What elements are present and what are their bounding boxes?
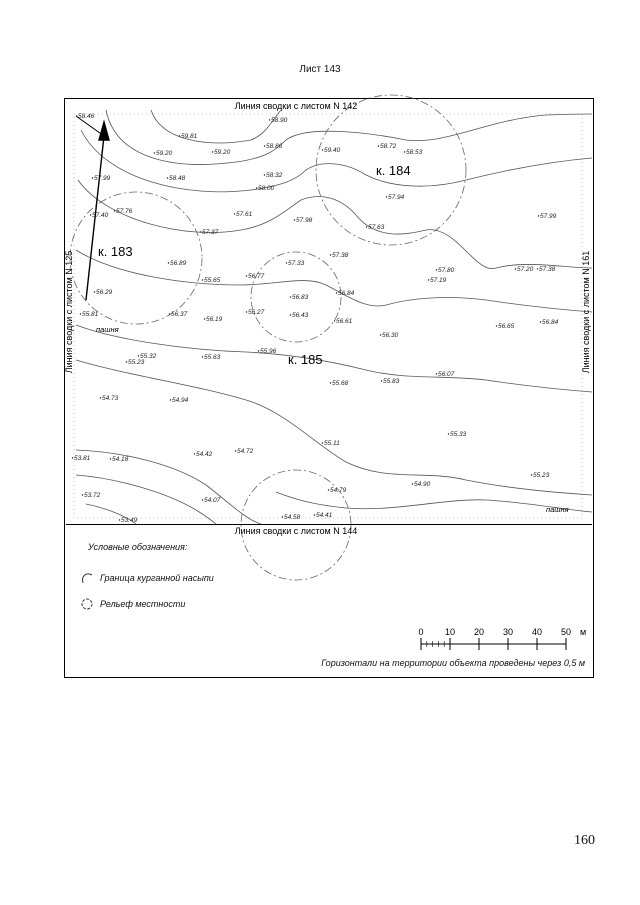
elevation-label: 56.65 <box>498 323 515 330</box>
elevation-point <box>496 325 497 326</box>
elevation-label: 57.63 <box>368 224 385 231</box>
elevation-point <box>167 177 168 178</box>
elevation-mark <box>294 217 313 224</box>
elevation-mark <box>100 395 119 402</box>
elevation-mark <box>496 323 515 330</box>
elevation-point <box>334 320 335 321</box>
elevation-mark <box>256 185 275 192</box>
elevation-label: 54.94 <box>172 397 189 404</box>
elevation-point <box>448 433 449 434</box>
elevation-label: 56.84 <box>338 290 355 297</box>
elevation-label: 55.63 <box>204 354 221 361</box>
elevation-point <box>290 296 291 297</box>
elevation-label: 57.38 <box>539 266 556 273</box>
elevation-mark <box>76 113 95 120</box>
elevation-mark <box>328 487 347 494</box>
elevation-mark <box>92 175 111 182</box>
elevation-point <box>428 279 429 280</box>
elevation-label: 57.94 <box>388 194 405 201</box>
elevation-mark <box>246 309 265 316</box>
elevation-point <box>531 474 532 475</box>
elevation-label: 56.83 <box>292 294 309 301</box>
elevation-label: 56.84 <box>542 319 559 326</box>
contour-lines <box>76 110 592 524</box>
kurgan-label: к. 184 <box>376 163 411 178</box>
elevation-label: 57.76 <box>116 208 133 215</box>
elevation-label: 56.37 <box>171 311 188 318</box>
elevation-label: 55.32 <box>140 353 157 360</box>
kurgan-boundary-icon <box>80 572 94 584</box>
elevation-point <box>540 321 541 322</box>
scale-tick-label: 20 <box>473 627 485 637</box>
sheet-link-left: Линия сводки с листом N 125 <box>64 250 74 374</box>
elevation-label: 54.79 <box>330 487 347 494</box>
elevation-mark <box>378 143 397 150</box>
elevation-point <box>246 311 247 312</box>
contour-line <box>276 492 592 512</box>
elevation-point <box>80 313 81 314</box>
elevation-mark <box>80 311 99 318</box>
elevation-label: 54.90 <box>414 481 431 488</box>
elevation-mark <box>531 472 550 479</box>
elevation-label: 58.72 <box>380 143 397 150</box>
elevation-point <box>269 119 270 120</box>
sheet-link-right: Линия сводки с листом N 161 <box>581 250 591 374</box>
legend-item-kurgan <box>80 572 214 584</box>
relief-icon <box>80 597 94 611</box>
elevation-point <box>76 115 77 116</box>
elevation-mark <box>282 514 301 521</box>
elevation-label: 56.89 <box>170 260 187 267</box>
elevation-mark <box>322 147 341 154</box>
elevation-mark <box>94 289 113 296</box>
topographic-map <box>64 100 592 536</box>
elevation-label: 57.33 <box>288 260 305 267</box>
elevation-point <box>328 489 329 490</box>
elevation-label: 57.80 <box>438 267 455 274</box>
elevation-mark <box>538 213 557 220</box>
elevation-mark <box>330 380 349 387</box>
elevation-label: 59.20 <box>156 150 173 157</box>
elevation-point <box>264 174 265 175</box>
elevation-point <box>194 453 195 454</box>
contour-line <box>106 110 592 164</box>
elevation-point <box>290 314 291 315</box>
elevation-point <box>110 458 111 459</box>
elevation-point <box>314 514 315 515</box>
elevation-label: 56.27 <box>248 309 265 316</box>
elevation-mark <box>194 451 213 458</box>
elevation-point <box>212 151 213 152</box>
elevation-mark <box>334 318 353 325</box>
elevation-label: 55.65 <box>204 277 221 284</box>
elevation-label: 56.30 <box>382 332 399 339</box>
elevation-mark <box>380 332 399 339</box>
elevation-point <box>100 397 101 398</box>
elevation-mark <box>202 354 221 361</box>
elevation-mark <box>269 117 288 124</box>
elevation-label: 59.81 <box>181 133 198 140</box>
legend-label: Рельеф местности <box>100 599 186 609</box>
elevation-point <box>436 373 437 374</box>
sheet-title: Лист 143 <box>299 64 341 75</box>
elevation-mark <box>82 492 101 499</box>
elevation-mark <box>515 266 534 273</box>
elevation-label: 54.18 <box>112 456 129 463</box>
elevation-mark <box>428 277 447 284</box>
elevation-mark <box>212 149 231 156</box>
land-label: пашня <box>546 505 569 514</box>
elevation-point <box>90 214 91 215</box>
elevation-point <box>538 215 539 216</box>
elevation-mark <box>200 229 219 236</box>
elevation-mark <box>366 224 385 231</box>
elevation-point <box>386 196 387 197</box>
elevation-mark <box>90 212 109 219</box>
elevation-point <box>330 382 331 383</box>
elevation-label: 54.73 <box>102 395 119 402</box>
elevation-label: 56.07 <box>438 371 455 378</box>
elevation-point <box>92 177 93 178</box>
elevation-point <box>126 361 127 362</box>
elevation-label: 55.11 <box>324 440 340 447</box>
elevation-point <box>282 516 283 517</box>
scale-bar <box>410 626 590 659</box>
elevation-label: 57.61 <box>236 211 253 218</box>
kurgan-label: к. 183 <box>98 244 133 259</box>
elevation-mark <box>381 378 400 385</box>
elevation-point <box>286 262 287 263</box>
contour-interval-note: Горизонтали на территории объекта проведены через 0,5 м <box>321 658 585 668</box>
legend-label: Граница курганной насыпи <box>100 573 214 583</box>
contour-line <box>81 130 592 192</box>
contour-map <box>64 100 592 536</box>
elevation-label: 54.72 <box>237 448 254 455</box>
elevation-point <box>170 399 171 400</box>
elevation-mark <box>290 294 309 301</box>
elevation-point <box>204 318 205 319</box>
scale-tick-label: 10 <box>444 627 456 637</box>
elevation-point <box>336 292 337 293</box>
elevation-mark <box>264 172 283 179</box>
elevation-label: 55.23 <box>128 359 145 366</box>
elevation-point <box>330 254 331 255</box>
elevation-point <box>515 268 516 269</box>
elevation-mark <box>246 273 265 280</box>
elevation-point <box>264 145 265 146</box>
elevation-label: 58.86 <box>266 143 283 150</box>
sheet-link-top: Линия сводки с листом N 142 <box>234 101 358 111</box>
elevation-mark <box>154 150 173 157</box>
elevation-mark <box>126 359 145 366</box>
elevation-label: 57.19 <box>430 277 447 284</box>
elevation-point <box>381 380 382 381</box>
elevation-mark <box>169 311 188 318</box>
elevation-label: 59.20 <box>214 149 231 156</box>
sheet-link-bottom: Линия сводки с листом N 144 <box>234 526 358 536</box>
elevation-point <box>322 442 323 443</box>
elevation-point <box>72 457 73 458</box>
elevation-label: 54.41 <box>316 512 333 519</box>
elevation-point <box>119 519 120 520</box>
scale-bar-graphic <box>410 626 590 654</box>
elevation-label: 57.37 <box>202 229 219 236</box>
elevation-mark <box>264 143 283 150</box>
contour-line <box>76 475 216 524</box>
elevation-label: 55.23 <box>533 472 550 479</box>
elevation-label: 54.42 <box>196 451 213 458</box>
elevation-label: 57.38 <box>332 252 349 259</box>
elevation-mark <box>235 448 254 455</box>
elevation-label: 53.49 <box>121 517 138 524</box>
elevation-mark <box>322 440 340 447</box>
elevation-mark <box>168 260 187 267</box>
elevation-point <box>202 499 203 500</box>
legend-item-relief <box>80 597 185 611</box>
elevation-point <box>138 355 139 356</box>
page-number: 160 <box>574 833 595 848</box>
scale-tick-label: 30 <box>502 627 514 637</box>
elevation-point <box>202 279 203 280</box>
elevation-mark <box>110 456 129 463</box>
elevation-label: 56.61 <box>336 318 353 325</box>
elevation-mark <box>290 312 309 319</box>
elevation-label: 56.43 <box>292 312 309 319</box>
elevation-label: 58.46 <box>78 113 95 120</box>
elevation-mark <box>167 175 186 182</box>
kurgan-boundary-183 <box>70 192 202 324</box>
elevation-point <box>154 152 155 153</box>
elevation-point <box>168 262 169 263</box>
elevation-label: 54.58 <box>284 514 301 521</box>
elevation-label: 53.72 <box>84 492 101 499</box>
elevation-mark <box>436 371 455 378</box>
kurgan-label: к. 185 <box>288 352 323 367</box>
elevation-label: 53.81 <box>74 455 91 462</box>
scale-tick-label: 50 <box>560 627 572 637</box>
elevation-point <box>294 219 295 220</box>
elevation-point <box>366 226 367 227</box>
elevation-marks <box>72 113 559 524</box>
elevation-point <box>179 135 180 136</box>
elevation-label: 58.53 <box>406 149 423 156</box>
elevation-label: 59.40 <box>324 147 341 154</box>
elevation-label: 57.98 <box>296 217 313 224</box>
elevation-label: 55.33 <box>450 431 467 438</box>
elevation-label: 55.81 <box>82 311 99 318</box>
elevation-mark <box>258 348 277 355</box>
elevation-label: 55.96 <box>260 348 277 355</box>
elevation-mark <box>386 194 405 201</box>
elevation-mark <box>170 397 189 404</box>
elevation-point <box>378 145 379 146</box>
elevation-point <box>246 275 247 276</box>
elevation-mark <box>234 211 253 218</box>
elevation-point <box>94 291 95 292</box>
elevation-label: 58.48 <box>169 175 186 182</box>
contour-line <box>76 250 592 312</box>
contour-line <box>151 110 281 143</box>
elevation-mark <box>336 290 355 297</box>
elevation-label: 58.90 <box>271 117 288 124</box>
elevation-label: 56.29 <box>96 289 113 296</box>
elevation-point <box>234 213 235 214</box>
grid-border <box>74 114 582 518</box>
elevation-label: 58.00 <box>258 185 275 192</box>
elevation-label: 56.77 <box>248 273 265 280</box>
scale-unit: м <box>580 627 587 637</box>
elevation-point <box>537 268 538 269</box>
elevation-point <box>322 149 323 150</box>
elevation-mark <box>404 149 423 156</box>
elevation-label: 57.99 <box>540 213 557 220</box>
elevation-label: 55.83 <box>383 378 400 385</box>
elevation-mark <box>119 517 138 524</box>
elevation-point <box>169 313 170 314</box>
elevation-label: 55.68 <box>332 380 349 387</box>
elevation-mark <box>72 455 91 462</box>
elevation-mark <box>436 267 455 274</box>
contour-line <box>76 450 261 524</box>
elevation-mark <box>330 252 349 259</box>
kurgan-labels <box>98 163 411 367</box>
elevation-point <box>200 231 201 232</box>
elevation-mark <box>204 316 223 323</box>
elevation-label: 56.19 <box>206 316 223 323</box>
elevation-label: 57.40 <box>92 212 109 219</box>
legend-title: Условные обозначения: <box>88 542 188 552</box>
elevation-mark <box>286 260 305 267</box>
elevation-mark <box>448 431 467 438</box>
elevation-point <box>256 187 257 188</box>
elevation-mark <box>537 266 556 273</box>
elevation-point <box>82 494 83 495</box>
scale-tick-label: 0 <box>418 627 424 637</box>
elevation-point <box>202 356 203 357</box>
elevation-point <box>114 210 115 211</box>
elevation-point <box>258 350 259 351</box>
elevation-label: 54.07 <box>204 497 221 504</box>
land-label: пашня <box>96 325 119 334</box>
elevation-label: 57.99 <box>94 175 111 182</box>
elevation-mark <box>314 512 333 519</box>
elevation-mark <box>202 277 221 284</box>
scale-tick-label: 40 <box>531 627 543 637</box>
elevation-point <box>404 151 405 152</box>
elevation-label: 58.32 <box>266 172 283 179</box>
elevation-mark <box>179 133 198 140</box>
elevation-mark <box>412 481 431 488</box>
elevation-mark <box>114 208 133 215</box>
elevation-point <box>436 269 437 270</box>
elevation-mark <box>540 319 559 326</box>
elevation-point <box>412 483 413 484</box>
elevation-label: 57.20 <box>517 266 534 273</box>
elevation-point <box>235 450 236 451</box>
elevation-point <box>380 334 381 335</box>
elevation-mark <box>202 497 221 504</box>
